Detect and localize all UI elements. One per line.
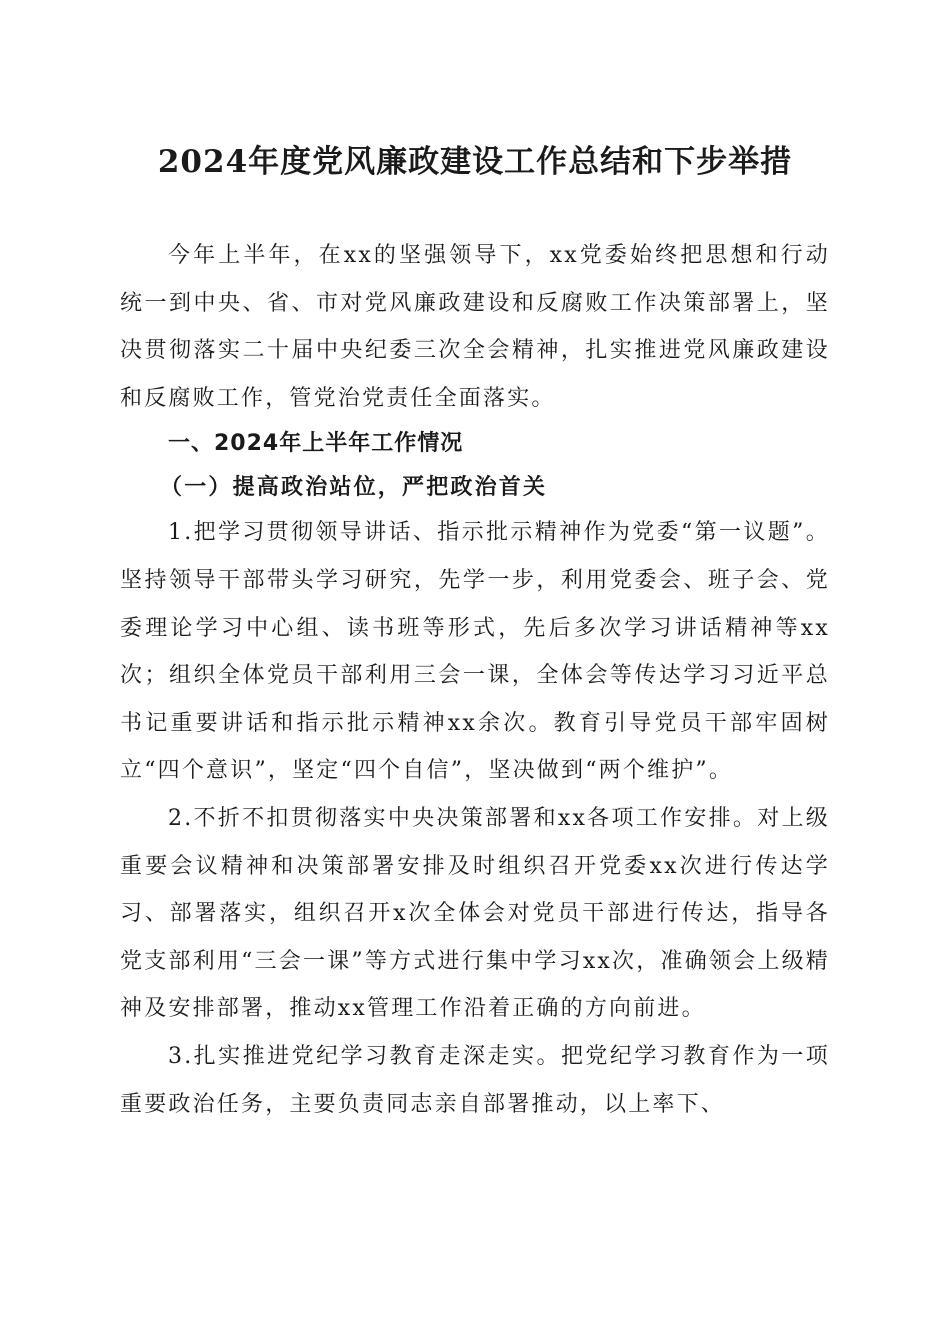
subsection-heading: （一）提高政治站位，严把政治首关 [160,474,548,501]
intro-paragraph: 今年上半年，在xx的坚强领导下，xx党委始终把思想和行动统一到中央、省、市对党风廉政建设和反腐败工作决策部署上，坚决贯彻落实二十届中央纪委三次全会精神，扎实推进党风廉政建设和反腐败工作，管党治党责任全面落实。 [120,243,830,411]
item-paragraph-2: 2.不折不扣贯彻落实中央决策部署和xx各项工作安排。对上级重要会议精神和决策部署安排及时组织召开党委xx次进行传达学习、部署落实，组织召开x次全体会对党员干部进行传达，指导各党支部利用“三会一课”等方式进行集中学习xx次，准确领会上级精神及安排部署，推动xx管理工作沿着正确的方向前进。 [120,805,830,1022]
section-heading: 一、2024年上半年工作情况 [168,431,464,457]
item-paragraph-1: 1.把学习贯彻领导讲话、指示批示精神作为党委“第一议题”。坚持领导干部带头学习研究，先学一步，利用党委会、班子会、党委理论学习中心组、读书班等形式，先后多次学习讲话精神等xx次；组织全体党员干部利用三会一课，全体会等传达学习习近平总书记重要讲话和指示批示精神xx余次。教育引导党员干部牢固树立“四个意识”，坚定“四个自信”，坚决做到“两个维护”。 [120,520,830,784]
document-body [120,232,830,1128]
document-title: 2024年度党风廉政建设工作总结和下步举措 [157,144,793,180]
item-paragraph-3: 3.扎实推进党纪学习教育走深走实。把党纪学习教育作为一项重要政治任务，主要负责同志亲自部署推动，以上率下、 [120,1043,830,1117]
